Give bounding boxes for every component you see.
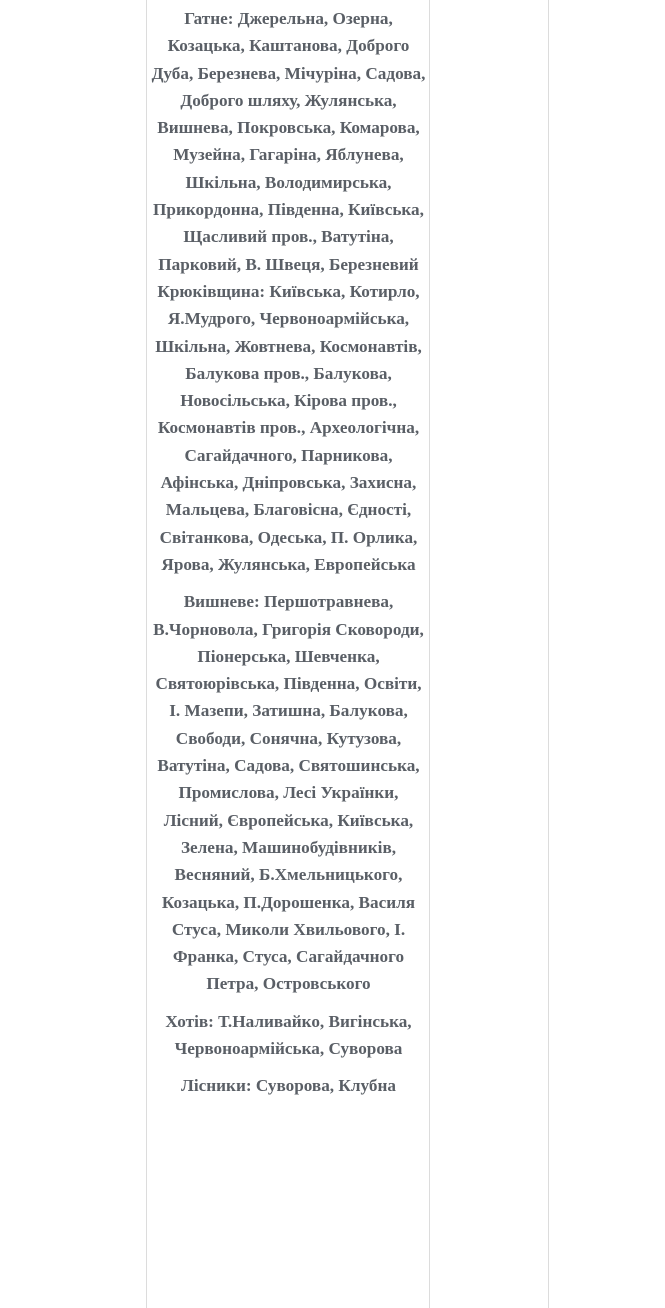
streets-vyshneve: Вишневе: Першотравнева, В.Чорновола, Григорія Сковороди, Піонерська, Шевченка, Святоюрівська, Південна, Освіти, І. Мазепи, Затишна, Балукова, Свободи, Сонячна, Кутузова, Ватутіна, Садова, Святошинська, Промислова, Лесі Українки, Лісний, Європейська, Київська, Зелена, Машинобудівників, Весняний, Б.Хмельницького, Козацька, П.Дорошенка, Василя Стуса, Миколи Хвильового, І. Франка, Стуса, Сагайдачного Петра, Островського (153, 592, 424, 994)
table-column-4 (549, 0, 665, 1308)
streets-khotiv: Хотів: Т.Наливайко, Вигінська, Червоноармійська, Суворова (165, 1011, 412, 1058)
streets-kriukivshchyna: Крюківщина: Київська, Котирло, Я.Мудрого, Червоноармійська, Шкільна, Жовтнева, Космонавтів, Балукова пров., Балукова, Новосільська, Кірова пров., Космонавтів пров., Археологічна, Сагайдачного, Парникова, Афінська, Дніпровська, Захисна, Мальцева, Благовісна, Єдності, Світанкова, Одеська, П. Орлика, Ярова, Жулянська, Европейська (155, 281, 422, 574)
table-cell-streets (147, 0, 430, 1308)
streets-lisnyky: Лісники: Суворова, Клубна (181, 1076, 396, 1096)
table-column-3 (430, 0, 549, 1308)
streets-hatne: Гатне: Джерельна, Озерна, Козацька, Каштанова, Доброго Дуба, Березнева, Мічуріна, Садова, Доброго шляху, Жулянська, Вишнева, Покровська, Комарова, Музейна, Гагаріна, Яблунева, Шкільна, Володимирська, Прикордонна, Південна, Київська, Щасливий пров., Ватутіна, Парковий, В. Швеця, Березневий (151, 9, 426, 274)
table-column-left (0, 0, 147, 1308)
